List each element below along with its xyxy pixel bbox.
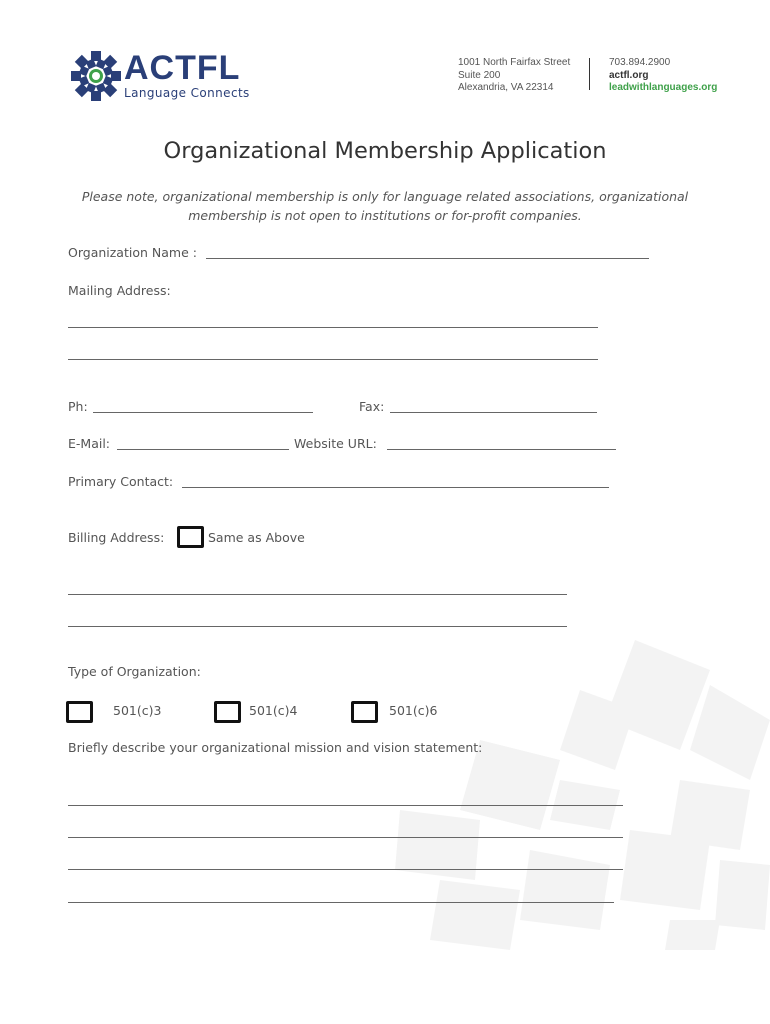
eligibility-note: Please note, organizational membership is only for language related associations, organizational membership is not open to institutions or for-profit companies. bbox=[81, 189, 689, 223]
type-501c4-label: 501(c)4 bbox=[249, 703, 298, 718]
billing-address-line-2[interactable] bbox=[68, 626, 567, 627]
type-501c6-label: 501(c)6 bbox=[389, 703, 438, 718]
org-type-label: Type of Organization: bbox=[68, 664, 201, 679]
contact-block bbox=[609, 57, 717, 95]
header-divider bbox=[589, 58, 590, 90]
website-url-label: Website URL: bbox=[294, 436, 377, 451]
fax-field[interactable] bbox=[390, 412, 597, 413]
mission-line-3[interactable] bbox=[68, 869, 623, 870]
address-line-2: Suite 200 bbox=[458, 69, 501, 81]
email-label: E-Mail: bbox=[68, 436, 111, 451]
phone-label: Ph: bbox=[68, 399, 88, 414]
actfl-logo-icon bbox=[70, 50, 122, 102]
mailing-address-block bbox=[458, 57, 570, 95]
billing-address-line-1[interactable] bbox=[68, 594, 567, 595]
website-url-field[interactable] bbox=[387, 449, 616, 450]
org-name-label: Organization Name : bbox=[68, 245, 197, 260]
website-link[interactable]: actfl.org bbox=[609, 69, 649, 81]
address-line-3: Alexandria, VA 22314 bbox=[458, 82, 554, 93]
logo-word: ACTFL bbox=[124, 49, 241, 87]
mission-line-4[interactable] bbox=[68, 902, 614, 903]
email-field[interactable] bbox=[117, 449, 289, 450]
page-title: Organizational Membership Application bbox=[163, 138, 607, 164]
fax-label: Fax: bbox=[359, 399, 385, 414]
mission-line-1[interactable] bbox=[68, 805, 623, 806]
mission-label: Briefly describe your organizational mission and vision statement: bbox=[68, 740, 483, 755]
same-as-above-checkbox[interactable] bbox=[177, 526, 204, 548]
phone-number: 703.894.2900 bbox=[609, 57, 671, 68]
mailing-address-line-2[interactable] bbox=[68, 359, 598, 360]
primary-contact-field[interactable] bbox=[182, 487, 609, 488]
address-line-1: 1001 North Fairfax Street bbox=[458, 57, 571, 68]
secondary-website-link[interactable]: leadwithlanguages.org bbox=[609, 82, 718, 93]
type-501c6-checkbox[interactable] bbox=[351, 701, 378, 723]
same-as-above-label: Same as Above bbox=[208, 530, 305, 545]
type-501c3-checkbox[interactable] bbox=[66, 701, 93, 723]
mailing-address-label: Mailing Address: bbox=[68, 283, 171, 298]
primary-contact-label: Primary Contact: bbox=[68, 474, 174, 489]
type-501c4-checkbox[interactable] bbox=[214, 701, 241, 723]
mission-line-2[interactable] bbox=[68, 837, 623, 838]
type-501c3-label: 501(c)3 bbox=[113, 703, 162, 718]
mailing-address-line-1[interactable] bbox=[68, 327, 598, 328]
billing-address-label: Billing Address: bbox=[68, 530, 165, 545]
logo-tagline: Language Connects bbox=[124, 86, 250, 100]
phone-field[interactable] bbox=[93, 412, 313, 413]
org-name-field[interactable] bbox=[206, 258, 649, 259]
